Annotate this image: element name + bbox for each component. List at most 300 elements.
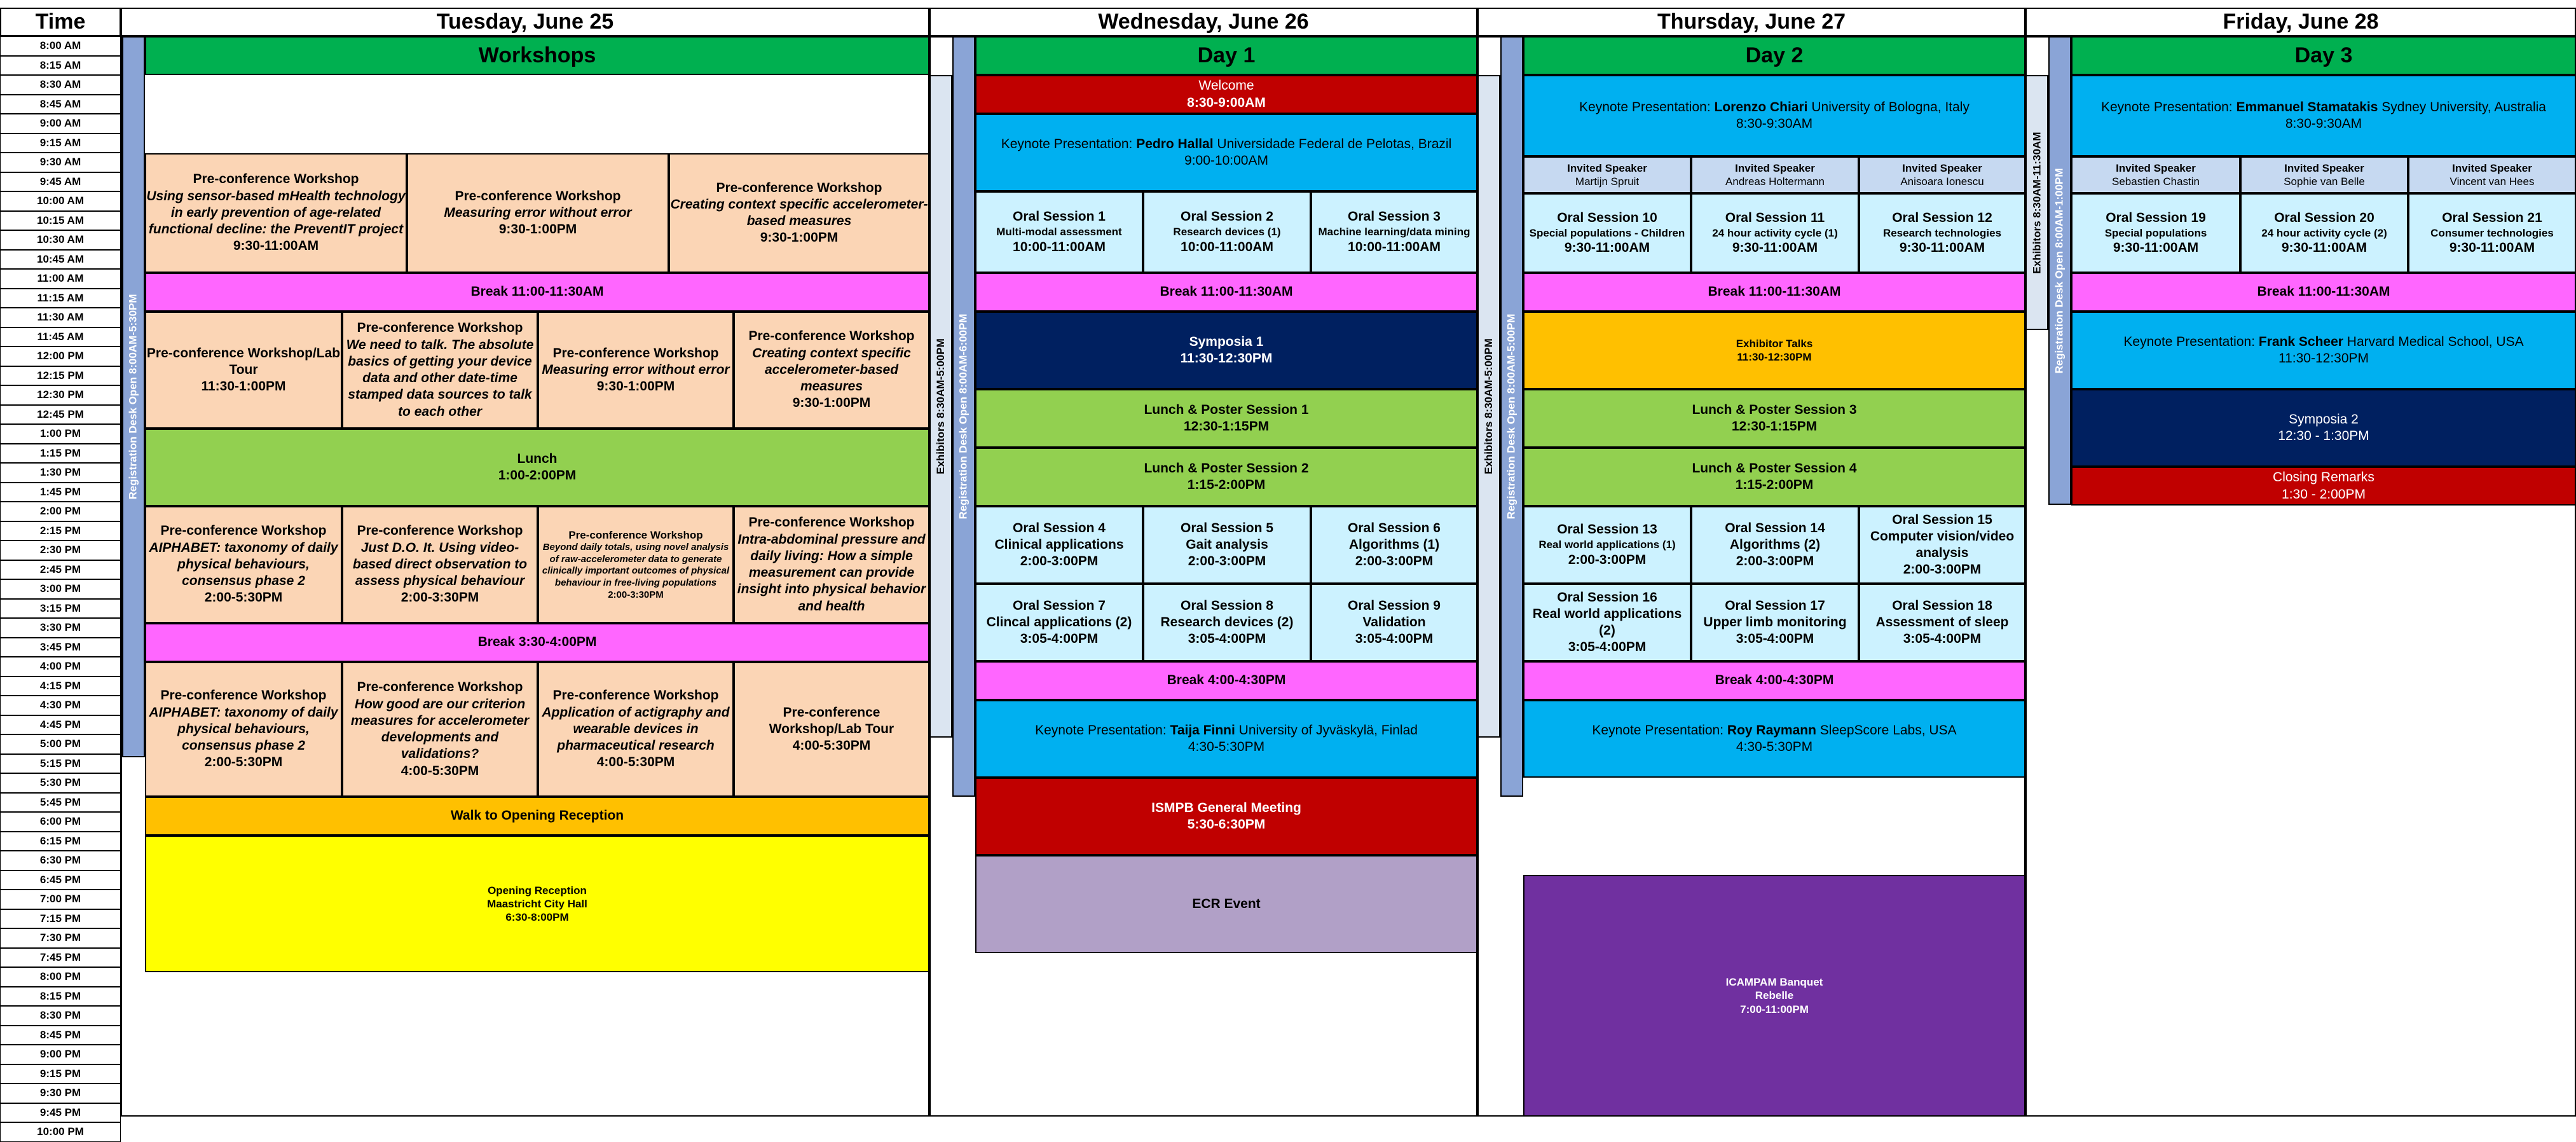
banquet-time: 7:00-11:00PM [1740, 1003, 1809, 1015]
invited-name: Vincent van Hees [2449, 175, 2535, 188]
session-time: 3:05-4:00PM [1355, 631, 1434, 647]
workshop-title: Pre-conference Workshop [748, 329, 915, 344]
session-time: 9:30-11:00AM [1899, 240, 1985, 256]
symposia-time: 12:30 - 1:30PM [2278, 429, 2369, 443]
time-slot: 8:45 PM [0, 1026, 121, 1045]
thu-lunch-poster-3 [1523, 389, 2025, 448]
session-topic: 24 hour activity cycle (1) [1712, 226, 1838, 239]
tue-workshop-we-need-to-talk [342, 312, 538, 429]
workshop-time: 11:30-1:00PM [201, 379, 286, 394]
session-time: 3:05-4:00PM [1736, 631, 1814, 647]
session-time: 3:05-4:00PM [1188, 631, 1266, 647]
time-slot: 11:15 AM [0, 289, 121, 308]
workshop-title: Pre-conference Workshop [357, 680, 523, 695]
session-time: 10:00-11:00AM [1348, 239, 1441, 254]
time-slot: 11:45 AM [0, 327, 121, 347]
day-header-thursday: Thursday, June 27 [1477, 8, 2025, 36]
tue-workshop-measuring-error [407, 153, 669, 273]
fri-symposia-2 [2071, 389, 2576, 467]
tue-workshop-measuring-error-2 [538, 312, 734, 429]
invited-label: Invited Speaker [2452, 162, 2532, 174]
tue-workshop-beyond-daily-totals [538, 506, 734, 623]
tue-workshop-aiphabet-2 [145, 662, 342, 797]
workshop-title: Pre-conference Workshop [193, 172, 359, 187]
session-topic: Algorithms (2) [1729, 537, 1821, 552]
symposia-title: Symposia 1 [1189, 334, 1264, 349]
time-slot: 9:45 PM [0, 1103, 121, 1123]
session-topic: 24 hour activity cycle (2) [2261, 226, 2387, 239]
invited-name: Andreas Holtermann [1725, 175, 1825, 188]
workshop-desc: Creating context specific accelerometer-based measures [752, 345, 911, 394]
workshop-time: 4:00-5:30PM [792, 738, 871, 753]
wed-oral-session-9 [1311, 584, 1477, 661]
tue-lunch [145, 429, 929, 506]
workshop-time: 9:30-1:00PM [760, 230, 839, 245]
tue-workshop-lab-tour-1 [145, 312, 342, 429]
tue-workshop-intra-abdominal [734, 506, 929, 623]
keynote-time: 11:30-12:30PM [2278, 351, 2369, 366]
tue-workshop-just-do-it [342, 506, 538, 623]
welcome-time: 8:30-9:00AM [1187, 95, 1266, 110]
workshop-time: 2:00-3:30PM [608, 589, 664, 600]
meeting-title: ISMPB General Meeting [1151, 800, 1301, 815]
time-slot: 10:30 AM [0, 230, 121, 250]
registration-bar-friday: Registration Desk Open 8:00AM-1:00PM [2048, 36, 2071, 505]
time-slot: 7:45 PM [0, 948, 121, 968]
fri-oral-session-19 [2071, 193, 2240, 273]
invited-name: Anisoara Ionescu [1900, 175, 1984, 188]
time-slot: 10:00 AM [0, 191, 121, 211]
wed-oral-session-8 [1143, 584, 1311, 661]
time-slot: 1:00 PM [0, 424, 121, 444]
tuesday-workshops-header: Workshops [145, 36, 929, 75]
invited-name: Martijn Spruit [1575, 175, 1640, 188]
time-slot: 2:30 PM [0, 540, 121, 560]
workshop-desc: We need to talk. The absolute basics of getting your device data and other date-time stamped data sources to talk to each other [346, 337, 534, 419]
time-slot: 1:45 PM [0, 483, 121, 502]
workshop-desc: Measuring error without error [444, 205, 632, 220]
session-title: Oral Session 18 [1892, 598, 1992, 613]
session-title: Oral Session 13 [1557, 522, 1657, 537]
fri-invited-speaker-1 [2071, 156, 2240, 193]
lunch-title: Lunch [517, 451, 558, 466]
fri-closing-remarks [2071, 467, 2576, 506]
tue-break-morning: Break 11:00-11:30AM [145, 273, 929, 312]
session-topic: Upper limb monitoring [1703, 614, 1847, 629]
session-topic: Real world applications (2) [1532, 606, 1682, 638]
keynote-time: 8:30-9:30AM [2285, 116, 2362, 131]
workshop-time: 9:30-1:00PM [792, 396, 871, 411]
session-time: 9:30-11:00AM [2449, 240, 2535, 256]
wed-keynote-afternoon [975, 700, 1477, 778]
workshop-time: 9:30-1:00PM [498, 222, 577, 237]
session-title: Oral Session 16 [1557, 589, 1657, 605]
session-topic: Clinical applications [994, 537, 1124, 552]
tue-walk-to-reception: Walk to Opening Reception [145, 797, 929, 836]
workshop-title: Pre-conference Workshop [160, 688, 327, 703]
session-time: 9:30-11:00AM [1564, 240, 1650, 256]
keynote-time: 4:30-5:30PM [1188, 740, 1265, 754]
keynote-time: 4:30-5:30PM [1736, 740, 1813, 754]
workshop-desc: How good are our criterion measures for accelerometer developments and validations? [350, 696, 530, 762]
thu-oral-session-10 [1523, 193, 1691, 273]
session-time: 2:00-3:00PM [1355, 554, 1434, 569]
invited-label: Invited Speaker [1735, 162, 1815, 174]
wed-oral-session-3 [1311, 191, 1477, 273]
session-title: Oral Session 15 [1892, 512, 1992, 527]
thu-invited-speaker-3 [1859, 156, 2025, 193]
exhibitor-title: Exhibitor Talks [1736, 337, 1813, 350]
session-topic: Special populations [2104, 226, 2207, 239]
thu-oral-session-13 [1523, 506, 1691, 584]
session-time: 2:00-3:00PM [1188, 554, 1266, 569]
workshop-title: Pre-conference Workshop [552, 345, 719, 361]
time-slot: 2:45 PM [0, 560, 121, 580]
fri-keynote-morning [2071, 75, 2576, 156]
time-slot: 9:45 AM [0, 172, 121, 192]
thu-oral-session-17 [1691, 584, 1859, 661]
exhibitors-bar-friday: Exhibitors 8:30AM-11:30AM [2025, 75, 2048, 330]
time-slot: 9:30 PM [0, 1084, 121, 1103]
registration-bar-tuesday: Registration Desk Open 8:00AM-5:30PM [122, 36, 145, 757]
workshop-time: 2:00-5:30PM [204, 590, 283, 605]
session-title: Oral Session 11 [1725, 210, 1825, 225]
invited-label: Invited Speaker [1902, 162, 1982, 174]
keynote-time: 9:00-10:00AM [1184, 153, 1268, 168]
time-header: Time [0, 8, 121, 36]
session-topic: Gait analysis [1186, 537, 1268, 552]
session-title: Oral Session 21 [2442, 210, 2542, 225]
invited-label: Invited Speaker [2284, 162, 2364, 174]
thu-oral-session-16 [1523, 584, 1691, 661]
session-time: 2:00-3:00PM [1903, 562, 1982, 577]
tue-break-afternoon: Break 3:30-4:00PM [145, 623, 929, 662]
session-title: Oral Session 6 [1348, 520, 1441, 535]
thu-invited-speaker-2 [1691, 156, 1859, 193]
wed-oral-session-5 [1143, 506, 1311, 584]
time-slot: 6:15 PM [0, 832, 121, 851]
session-title: Oral Session 9 [1348, 598, 1441, 613]
workshop-desc: Intra-abdominal pressure and daily living: How a simple measurement can provide insight into physical behavior and health [737, 532, 926, 614]
time-slot: 6:45 PM [0, 870, 121, 890]
wed-oral-session-1 [975, 191, 1143, 273]
time-slot: 9:00 AM [0, 114, 121, 134]
time-slot: 3:15 PM [0, 599, 121, 619]
exhibitors-bar-thursday: Exhibitors 8:30AM-5:00PM [1477, 75, 1500, 738]
wed-oral-session-2 [1143, 191, 1311, 273]
lunch-time: 1:00-2:00PM [498, 468, 577, 483]
wednesday-day-header: Day 1 [975, 36, 1477, 75]
session-title: Oral Session 8 [1181, 598, 1273, 613]
symposia-title: Symposia 2 [2289, 411, 2359, 427]
time-slot: 5:30 PM [0, 773, 121, 793]
workshop-desc: Creating context specific accelerometer-based measures [670, 196, 928, 228]
time-slot: 12:00 PM [0, 347, 121, 366]
banquet-title: ICAMPAM Banquet [1725, 976, 1823, 989]
lunch-title: Lunch & Poster Session 2 [1144, 460, 1309, 476]
time-slot: 12:15 PM [0, 366, 121, 386]
registration-bar-thursday: Registration Desk Open 8:00AM-5:00PM [1500, 36, 1523, 797]
keynote-line: Keynote Presentation: Pedro Hallal Universidade Federal de Pelotas, Brazil [1001, 136, 1452, 151]
reception-time: 6:30-8:00PM [505, 911, 569, 924]
banquet-place: Rebelle [1755, 989, 1794, 1002]
thu-break-morning: Break 11:00-11:30AM [1523, 273, 2025, 312]
session-time: 2:00-3:00PM [1568, 552, 1647, 567]
workshop-title: Pre-conference Workshop [748, 515, 915, 530]
tue-workshop-context-measures-2 [734, 312, 929, 429]
time-slot: 8:30 PM [0, 1006, 121, 1026]
time-slot: 8:30 AM [0, 75, 121, 95]
time-slot: 11:00 AM [0, 269, 121, 289]
keynote-line: Keynote Presentation: Frank Scheer Harvard Medical School, USA [2123, 334, 2524, 349]
session-topic: Algorithms (1) [1348, 537, 1440, 552]
session-title: Oral Session 3 [1348, 209, 1441, 224]
exhibitors-bar-wednesday: Exhibitors 8:30AM-5:00PM [929, 75, 952, 738]
keynote-line: Keynote Presentation: Roy Raymann SleepScore Labs, USA [1592, 722, 1957, 738]
time-slot: 3:00 PM [0, 579, 121, 599]
workshop-desc: Application of actigraphy and wearable devices in pharmaceutical research [542, 705, 730, 753]
welcome-title: Welcome [1198, 78, 1254, 93]
workshop-time: 2:00-5:30PM [204, 755, 283, 770]
tue-workshop-aiphabet-1 [145, 506, 342, 623]
session-title: Oral Session 1 [1013, 209, 1106, 224]
time-slot: 2:00 PM [0, 502, 121, 521]
time-slot: 4:45 PM [0, 715, 121, 735]
session-topic: Machine learning/data mining [1318, 226, 1470, 238]
thu-oral-session-14 [1691, 506, 1859, 584]
keynote-line: Keynote Presentation: Taija Finni University of Jyväskylä, Finlad [1035, 722, 1418, 738]
session-time: 9:30-11:00AM [2113, 240, 2199, 256]
day-header-wednesday: Wednesday, June 26 [929, 8, 1477, 36]
fri-invited-speaker-2 [2240, 156, 2408, 193]
wed-symposia-1 [975, 312, 1477, 389]
invited-name: Sophie van Belle [2284, 175, 2365, 188]
time-slot: 8:00 AM [0, 36, 121, 56]
keynote-line: Keynote Presentation: Lorenzo Chiari University of Bologna, Italy [1579, 99, 1970, 114]
lunch-time: 12:30-1:15PM [1731, 419, 1818, 434]
wed-welcome [975, 75, 1477, 114]
session-title: Oral Session 2 [1181, 209, 1273, 224]
wed-lunch-poster-1 [975, 389, 1477, 448]
session-title: Oral Session 7 [1013, 598, 1106, 613]
session-time: 3:05-4:00PM [1568, 640, 1647, 655]
thu-invited-speaker-1 [1523, 156, 1691, 193]
thu-break-afternoon: Break 4:00-4:30PM [1523, 661, 2025, 700]
session-time: 10:00-11:00AM [1013, 239, 1106, 254]
time-slot: 5:45 PM [0, 793, 121, 813]
time-slot: 8:00 PM [0, 967, 121, 987]
thu-oral-session-12 [1859, 193, 2025, 273]
time-slot: 8:15 PM [0, 987, 121, 1007]
invited-name: Sebastien Chastin [2112, 175, 2200, 188]
workshop-desc: Beyond daily totals, using novel analysis of raw-accelerometer data to generate clinically important outcomes of physical behaviour in free-living populations [542, 541, 730, 588]
session-topic: Consumer technologies [2430, 226, 2554, 239]
time-slot: 3:30 PM [0, 618, 121, 638]
time-slot: 4:00 PM [0, 657, 121, 677]
time-slot: 7:00 PM [0, 890, 121, 909]
session-topic: Multi-modal assessment [996, 226, 1122, 238]
time-slot: 5:15 PM [0, 754, 121, 774]
workshop-desc: Measuring error without error [542, 362, 730, 377]
thu-lunch-poster-4 [1523, 448, 2025, 506]
thu-keynote-afternoon [1523, 700, 2025, 778]
session-topic: Research devices (2) [1160, 614, 1294, 629]
invited-label: Invited Speaker [1567, 162, 1647, 174]
day-header-tuesday: Tuesday, June 25 [121, 8, 929, 36]
workshop-title: Pre-conference Workshop [455, 188, 621, 203]
reception-place: Maastricht City Hall [487, 897, 587, 910]
time-slot: 3:45 PM [0, 638, 121, 657]
workshop-time: 9:30-1:00PM [596, 379, 675, 394]
session-title: Oral Session 19 [2106, 210, 2206, 225]
session-title: Oral Session 14 [1725, 520, 1825, 535]
lunch-time: 1:15-2:00PM [1187, 478, 1266, 492]
session-topic: Special populations - Children [1529, 226, 1685, 239]
registration-bar-wednesday: Registration Desk Open 8:00AM-6:00PM [952, 36, 975, 797]
workshop-time: 4:00-5:30PM [401, 763, 479, 778]
closing-title: Closing Remarks [2273, 470, 2374, 485]
session-time: 2:00-3:00PM [1736, 554, 1814, 569]
wed-break-morning: Break 11:00-11:30AM [975, 273, 1477, 312]
session-topic: Research devices (1) [1173, 226, 1281, 238]
workshop-desc: Using sensor-based mHealth technology in early prevention of age-related functional decline: the PreventIT project [146, 188, 406, 237]
session-title: Oral Session 12 [1892, 210, 1992, 225]
wed-ismpb-meeting [975, 778, 1477, 855]
lunch-title: Lunch & Poster Session 4 [1692, 460, 1857, 476]
reception-title: Opening Reception [488, 884, 587, 897]
workshop-title: Pre-conference Workshop/Lab Tour [769, 705, 894, 736]
workshop-title: Pre-conference Workshop [552, 688, 719, 703]
workshop-title: Pre-conference Workshop [357, 320, 523, 336]
tue-workshop-actigraphy [538, 662, 734, 797]
day-header-friday: Friday, June 28 [2025, 8, 2576, 36]
thu-keynote-morning [1523, 75, 2025, 156]
wed-oral-session-4 [975, 506, 1143, 584]
workshop-desc: AIPHABET: taxonomy of daily physical behaviours, consensus phase 2 [149, 540, 338, 589]
time-slot: 8:15 AM [0, 56, 121, 76]
time-slot: 7:30 PM [0, 928, 121, 948]
workshop-title: Pre-conference Workshop [568, 528, 703, 541]
time-slot: 5:00 PM [0, 734, 121, 754]
session-topic: Real world applications (1) [1538, 539, 1676, 551]
session-title: Oral Session 10 [1557, 210, 1657, 225]
session-topic: Validation [1362, 614, 1426, 629]
thu-exhibitor-talks [1523, 312, 2025, 389]
closing-time: 1:30 - 2:00PM [2282, 486, 2366, 502]
time-slot: 10:00 PM [0, 1122, 121, 1142]
workshop-title: Pre-conference Workshop/Lab Tour [146, 345, 341, 377]
session-topic: Clincal applications (2) [986, 614, 1132, 629]
workshop-desc: Just D.O. It. Using video-based direct observation to assess physical behaviour [352, 540, 528, 589]
workshop-desc: AIPHABET: taxonomy of daily physical behaviours, consensus phase 2 [149, 705, 338, 753]
time-slot: 9:15 AM [0, 134, 121, 153]
workshop-title: Pre-conference Workshop [160, 523, 327, 539]
friday-day-header: Day 3 [2071, 36, 2576, 75]
session-title: Oral Session 20 [2274, 210, 2374, 225]
session-time: 2:00-3:00PM [1020, 554, 1099, 569]
meeting-time: 5:30-6:30PM [1187, 817, 1266, 832]
session-topic: Research technologies [1882, 226, 2002, 239]
wed-keynote-morning [975, 114, 1477, 191]
session-topic: Computer vision/video analysis [1870, 528, 2015, 560]
lunch-time: 12:30-1:15PM [1183, 419, 1270, 434]
workshop-time: 9:30-11:00AM [233, 238, 319, 254]
time-slot: 8:45 AM [0, 95, 121, 114]
workshop-time: 4:00-5:30PM [596, 755, 675, 770]
time-slot: 11:30 AM [0, 308, 121, 327]
fri-invited-speaker-3 [2408, 156, 2576, 193]
time-slot: 4:15 PM [0, 677, 121, 696]
wed-break-afternoon: Break 4:00-4:30PM [975, 661, 1477, 700]
tue-workshop-criterion-measures [342, 662, 538, 797]
time-slot: 1:30 PM [0, 463, 121, 483]
lunch-title: Lunch & Poster Session 1 [1144, 402, 1309, 417]
session-title: Oral Session 5 [1181, 520, 1273, 535]
keynote-time: 8:30-9:30AM [1736, 116, 1813, 131]
tue-workshop-preventit [145, 153, 407, 273]
time-slot: 12:30 PM [0, 385, 121, 405]
session-time: 3:05-4:00PM [1020, 631, 1099, 647]
session-time: 10:00-11:00AM [1181, 239, 1273, 254]
wed-oral-session-7 [975, 584, 1143, 661]
lunch-time: 1:15-2:00PM [1735, 478, 1814, 492]
tue-workshop-context-measures [669, 153, 929, 273]
fri-oral-session-20 [2240, 193, 2408, 273]
time-slot: 4:30 PM [0, 696, 121, 715]
wed-oral-session-6 [1311, 506, 1477, 584]
time-column [0, 8, 121, 1138]
wed-ecr-event: ECR Event [975, 855, 1477, 953]
fri-oral-session-21 [2408, 193, 2576, 273]
session-time: 3:05-4:00PM [1903, 631, 1982, 647]
lunch-title: Lunch & Poster Session 3 [1692, 402, 1857, 417]
time-slot: 9:15 PM [0, 1064, 121, 1084]
keynote-line: Keynote Presentation: Emmanuel Stamatakis Sydney University, Australia [2101, 99, 2546, 114]
time-slot: 12:45 PM [0, 405, 121, 425]
time-slot: 7:15 PM [0, 909, 121, 929]
tue-opening-reception [145, 836, 929, 972]
workshop-title: Pre-conference Workshop [716, 180, 882, 195]
fri-keynote-midday [2071, 312, 2576, 389]
tue-workshop-lab-tour-2 [734, 662, 929, 797]
session-title: Oral Session 17 [1725, 598, 1825, 613]
workshop-time: 2:00-3:30PM [401, 590, 479, 605]
session-time: 9:30-11:00AM [2281, 240, 2367, 256]
session-time: 9:30-11:00AM [1732, 240, 1818, 256]
time-slot: 1:15 PM [0, 444, 121, 464]
symposia-time: 11:30-12:30PM [1180, 351, 1273, 366]
wed-lunch-poster-2 [975, 448, 1477, 506]
exhibitor-time: 11:30-12:30PM [1737, 351, 1812, 363]
workshop-title: Pre-conference Workshop [357, 523, 523, 539]
time-slot: 6:30 PM [0, 851, 121, 870]
fri-break-morning: Break 11:00-11:30AM [2071, 273, 2576, 312]
time-slot: 10:15 AM [0, 211, 121, 231]
thursday-day-header: Day 2 [1523, 36, 2025, 75]
time-slot: 2:15 PM [0, 521, 121, 541]
session-title: Oral Session 4 [1013, 520, 1106, 535]
session-topic: Assessment of sleep [1875, 614, 2009, 629]
invited-label: Invited Speaker [2116, 162, 2196, 174]
time-slot: 6:00 PM [0, 812, 121, 832]
thu-oral-session-15 [1859, 506, 2025, 584]
time-slot: 9:30 AM [0, 153, 121, 172]
thu-oral-session-11 [1691, 193, 1859, 273]
time-slot: 10:45 AM [0, 250, 121, 270]
thu-icampam-banquet [1523, 875, 2025, 1117]
time-slot: 9:00 PM [0, 1045, 121, 1064]
thu-oral-session-18 [1859, 584, 2025, 661]
